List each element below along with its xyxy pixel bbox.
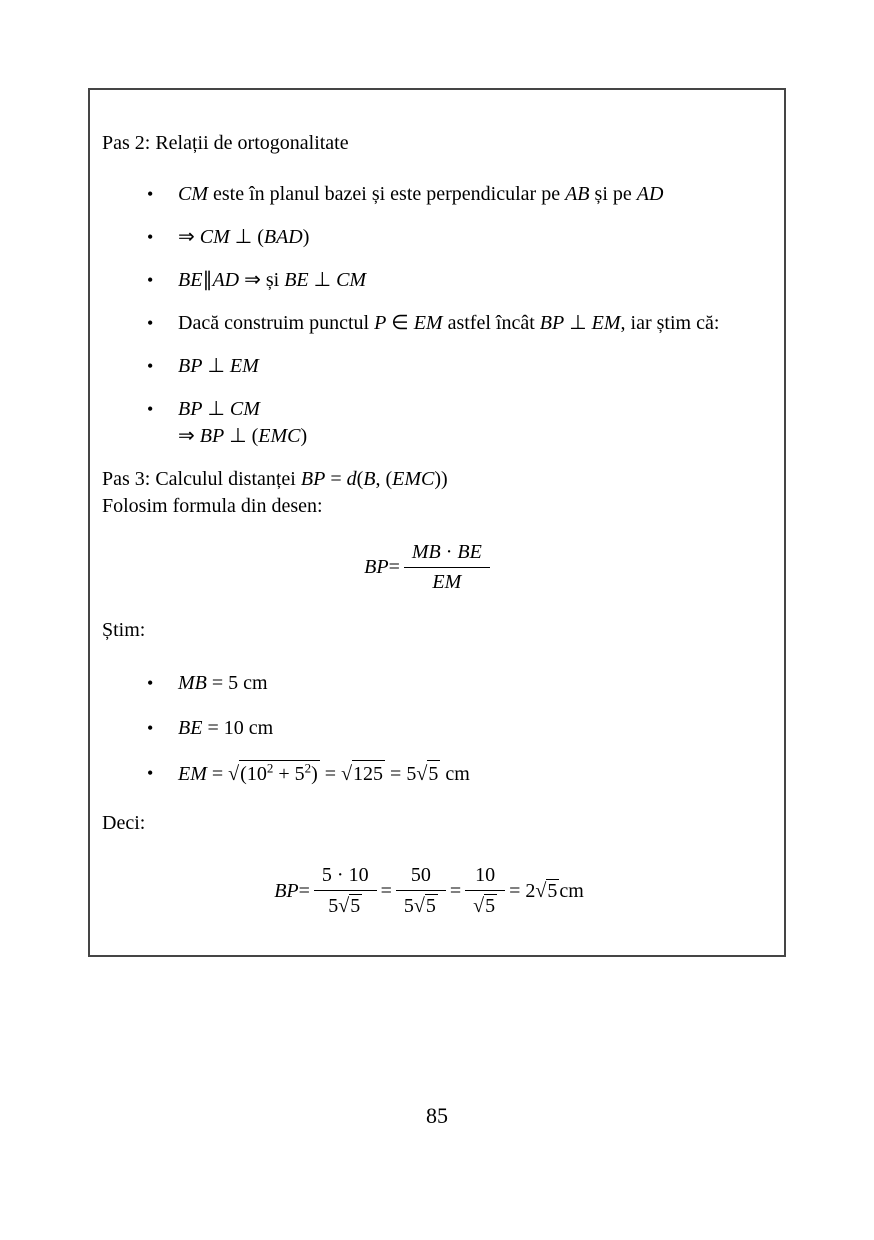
math-token: BE [178,269,203,291]
math-token: BE [284,269,309,291]
sqrt-expression [414,895,438,917]
sqrt-expression [341,763,385,785]
fraction-numerator [404,540,490,568]
bullet-be-value [102,715,756,742]
known-values-list [102,670,756,788]
exponent: 2 [266,760,274,776]
text-segment: 5 [328,895,339,917]
text-segment: (10 [240,763,267,785]
math-token: B [363,468,376,490]
text-segment: ∥ [202,269,213,291]
bullet-text [178,181,756,208]
pas2-heading [102,130,756,157]
bullet-bp-perp-em [102,353,756,380]
bullet-em-value [102,760,756,788]
math-token: BAD [263,226,303,248]
radical-icon: √ [535,880,547,902]
bullet-marker: • [147,718,154,738]
text-segment: , ( [375,468,393,490]
stim-label [102,617,756,644]
pas3-section [102,466,756,520]
text-segment: 5 [403,895,414,917]
math-token: CM [336,269,367,291]
bullet-text [178,310,756,337]
math-token: MB [178,672,207,694]
bullet-text [178,267,756,294]
text-segment: Pas 3: Calculul distanței [102,468,301,490]
math-token: AB [565,183,590,205]
math-token: BP [539,312,565,334]
bullet-cm-plan [102,181,756,208]
bullet-mb-value [102,670,756,697]
math-token: P [374,312,387,334]
exponent: 2 [304,760,312,776]
fraction-numerator: 50 [396,863,446,891]
text-segment: Știm: [102,619,146,641]
text-segment: ) [311,763,318,785]
pas3-heading [102,466,756,493]
math-token: BP [199,425,225,447]
text-segment: , iar știm că: [620,312,720,334]
math-token: CM [178,183,208,205]
math-token: BP [274,879,299,902]
radicand: 125 [352,760,385,788]
bullet-text [178,224,756,251]
fraction [465,863,505,919]
text-segment: ⊥ [308,269,337,291]
text-segment: ⊥ [202,398,230,420]
radicand: 5 [425,895,436,917]
text-segment: și pe [589,183,637,205]
fraction [396,863,446,919]
text-segment: astfel încât [442,312,540,334]
fraction-denominator [465,891,505,919]
radical-icon: √ [416,763,428,785]
bullet-text [178,715,756,742]
text-segment: ⊥ [564,312,592,334]
equals-sign: = 2 [509,879,536,902]
radicand: 5 [547,880,558,902]
solution-box [88,88,786,957]
dot-operator: · [440,541,458,563]
text-segment: )) [434,468,448,490]
radical-icon: √ [473,895,485,917]
bullet-text [178,353,756,380]
bullet-marker: • [147,763,154,783]
folosim-line [102,493,756,520]
bullet-marker: • [147,356,154,376]
equals-sign: = [298,879,310,902]
bullet-text [178,396,756,450]
bullet-marker: • [147,673,154,693]
math-token: BE [178,717,203,739]
text-segment: = [319,763,342,785]
bullet-cm-perp-bad [102,224,756,251]
sqrt-expression [228,760,320,785]
page-number: 85 [426,1103,448,1128]
math-token: BE [457,541,482,563]
bullet-text [178,670,756,697]
math-token: d [346,468,357,490]
text-segment: + 5 [273,763,305,785]
formula-bp-result [102,863,756,919]
text-segment: ⇒ [178,226,200,248]
fraction [314,863,377,919]
math-token: EM [178,763,207,785]
text-segment: Folosim formula din desen: [102,495,323,517]
unit-label: cm [559,879,584,902]
math-token: CM [229,398,260,420]
math-token: EMC [258,425,301,447]
radical-icon: √ [413,895,425,917]
text-segment: ∈ [386,312,414,334]
text-segment: ⊥ [202,355,230,377]
fraction-numerator: 10 [465,863,505,891]
radicand: 5 [427,760,440,788]
text-segment: = 5 [385,763,417,785]
radicand [239,760,320,788]
math-token: BP [178,355,203,377]
text-segment: = [325,468,347,490]
text-segment: ( [356,468,364,490]
sqrt-expression [535,879,559,903]
deci-label [102,810,756,837]
math-token: MB [411,541,441,563]
sqrt-expression [338,895,362,917]
math-token: BP [300,468,326,490]
bullet-bp-perp-cm [102,396,756,450]
text-segment: = [206,763,229,785]
math-token: EM [432,571,462,593]
bullet-marker: • [147,227,154,247]
text-segment: = 10 cm [202,717,274,739]
bullet-be-parallel-ad [102,267,756,294]
fraction-denominator [396,891,446,919]
bullet-marker: • [147,399,154,419]
radical-icon: √ [228,763,240,785]
text-segment: este în planul bazei și este perpendicular pe [208,183,566,205]
text-segment: cm [440,763,470,785]
text-segment: ) [300,425,308,447]
text-segment: ⊥ ( [229,226,264,248]
text-segment: Deci: [102,812,146,834]
text-segment: ⇒ [178,425,200,447]
fraction-denominator [314,891,377,919]
text-segment: ) [302,226,310,248]
radical-icon: √ [341,763,353,785]
math-token: AD [212,269,240,291]
text-segment: = 5 cm [206,672,268,694]
bullet-marker: • [147,313,154,333]
math-token: CM [199,226,230,248]
math-token: EM [229,355,259,377]
math-token: AD [636,183,664,205]
math-token: EM [591,312,621,334]
formula-bp-general [102,540,756,595]
fraction [404,540,490,595]
text-segment: ⊥ ( [224,425,259,447]
bullet-marker: • [147,270,154,290]
equals-sign: = [449,879,462,902]
radicand: 5 [350,895,361,917]
equals-sign: = [388,556,400,578]
math-token: BP [178,398,203,420]
fraction-numerator: 5 · 10 [314,863,377,891]
math-token: EMC [392,468,435,490]
radicand: 5 [485,895,496,917]
bullet-marker: • [147,184,154,204]
math-token: EM [413,312,443,334]
pas2-heading-text: Pas 2: Relații de ortogonalitate [102,132,349,154]
sqrt-expression [473,895,497,917]
bullet-construim-p [102,310,756,337]
bullet-text [178,760,756,788]
equals-sign: = [380,879,392,902]
radical-icon: √ [338,895,350,917]
text-segment: Dacă construim punctul [178,312,375,334]
text-segment: ⇒ și [239,269,285,291]
math-token: BP [364,556,389,578]
fraction-denominator [404,568,490,595]
sqrt-expression [416,763,440,785]
